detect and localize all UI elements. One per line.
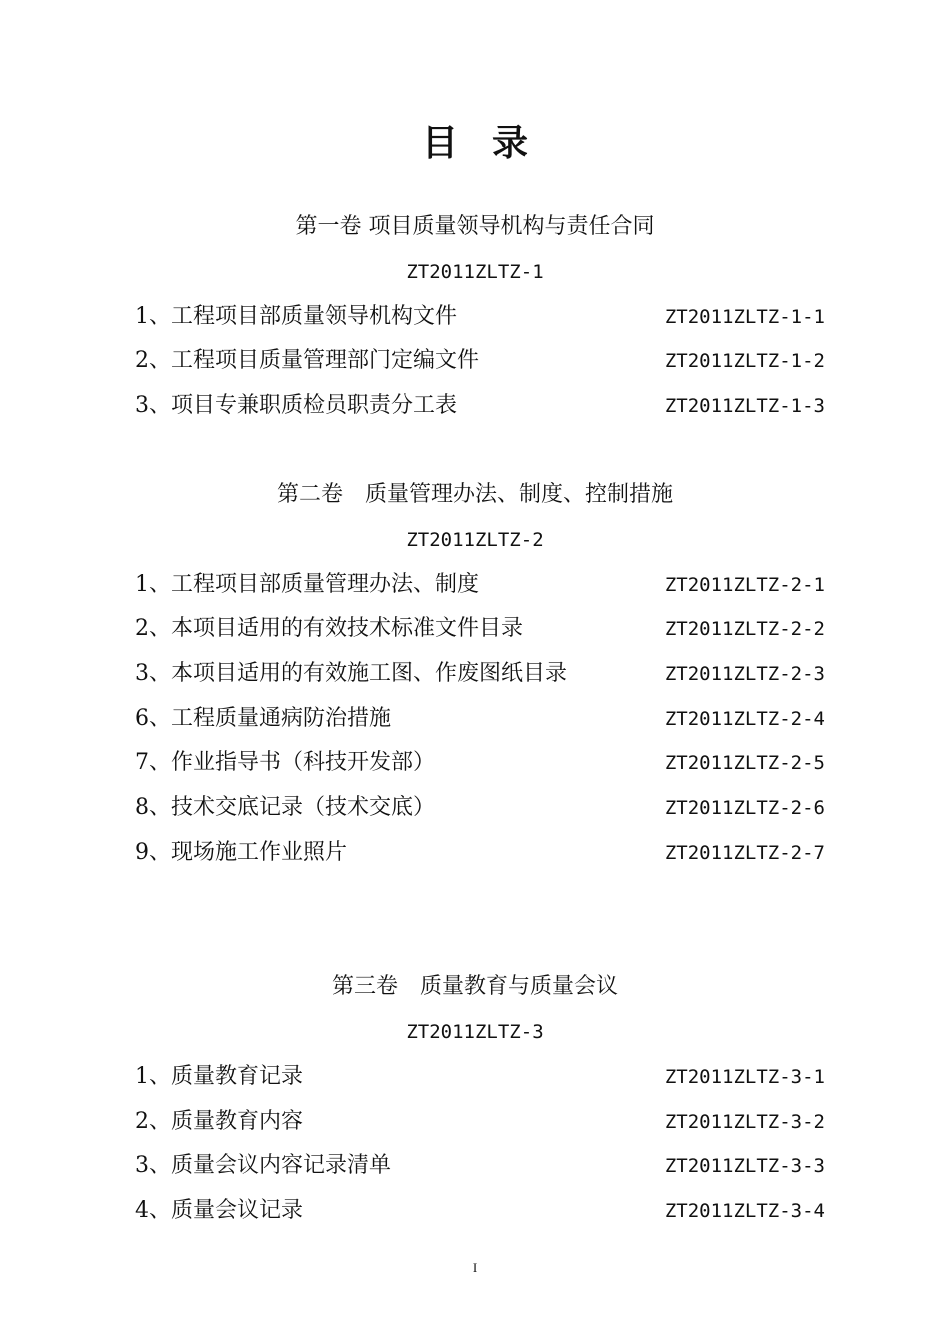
toc-entry-code: ZT2011ZLTZ-3-2: [664, 1111, 825, 1133]
toc-entry-label: 9、现场施工作业照片: [135, 840, 347, 865]
toc-entry-code: ZT2011ZLTZ-2-1: [664, 574, 825, 596]
toc-entry: [135, 302, 825, 332]
volume-2-title: 第二卷 质量管理办法、制度、控制措施: [276, 482, 673, 507]
toc-entry: [135, 704, 825, 734]
toc-entry-label: 3、质量会议内容记录清单: [135, 1153, 391, 1178]
toc-entry: [135, 838, 825, 868]
toc-entry-code: ZT2011ZLTZ-3-3: [664, 1155, 825, 1177]
toc-entry-code: ZT2011ZLTZ-2-7: [664, 842, 825, 864]
toc-entry: [135, 391, 825, 421]
toc-entry-label: 2、质量教育内容: [135, 1109, 303, 1134]
toc-entry-label: 3、项目专兼职质检员职责分工表: [135, 393, 457, 418]
page-number: I: [472, 1260, 478, 1275]
toc-entry-code: ZT2011ZLTZ-1-1: [664, 306, 825, 328]
toc-entry-label: 2、工程项目质量管理部门定编文件: [135, 348, 479, 373]
toc-entry-code: ZT2011ZLTZ-2-5: [664, 752, 825, 774]
toc-entry: [135, 793, 825, 823]
toc-entry-code: ZT2011ZLTZ-2-2: [664, 618, 825, 640]
toc-entry: [135, 570, 825, 600]
volume-2-code: ZT2011ZLTZ-2: [406, 529, 544, 551]
toc-entry-code: ZT2011ZLTZ-2-4: [664, 708, 825, 730]
toc-entry-code: ZT2011ZLTZ-1-2: [664, 350, 825, 372]
toc-entry-code: ZT2011ZLTZ-3-4: [664, 1200, 825, 1222]
page-title-char-1: 目: [421, 122, 458, 164]
toc-entry: [135, 346, 825, 376]
volume-3-code: ZT2011ZLTZ-3: [406, 1021, 544, 1043]
toc-entry: [135, 748, 825, 778]
page-title: [0, 118, 950, 168]
toc-entry-label: 1、工程项目部质量管理办法、制度: [135, 572, 479, 597]
toc-entry-label: 1、质量教育记录: [135, 1064, 303, 1089]
toc-entry: [135, 1062, 825, 1092]
toc-entry-code: ZT2011ZLTZ-1-3: [664, 395, 825, 417]
toc-entry-label: 6、工程质量通病防治措施: [135, 706, 391, 731]
page-title-char-2: 录: [492, 122, 529, 164]
volume-3-title: 第三卷 质量教育与质量会议: [331, 974, 618, 999]
toc-entry: [135, 659, 825, 689]
toc-entry: [135, 1196, 825, 1226]
toc-entry-label: 8、技术交底记录（技术交底）: [135, 795, 435, 820]
volume-1-title: 第一卷 项目质量领导机构与责任合同: [295, 214, 655, 239]
toc-entry: [135, 614, 825, 644]
toc-entry-label: 3、本项目适用的有效施工图、作废图纸目录: [135, 661, 567, 686]
toc-entry-label: 7、作业指导书（科技开发部）: [135, 750, 435, 775]
toc-entry-label: 4、质量会议记录: [135, 1198, 303, 1223]
toc-entry: [135, 1151, 825, 1181]
toc-entry-label: 2、本项目适用的有效技术标准文件目录: [135, 616, 523, 641]
toc-entry: [135, 1107, 825, 1137]
toc-entry-code: ZT2011ZLTZ-2-3: [664, 663, 825, 685]
volume-1-code: ZT2011ZLTZ-1: [406, 261, 544, 283]
toc-entry-code: ZT2011ZLTZ-2-6: [664, 797, 825, 819]
toc-entry-code: ZT2011ZLTZ-3-1: [664, 1066, 825, 1088]
toc-entry-label: 1、工程项目部质量领导机构文件: [135, 304, 457, 329]
